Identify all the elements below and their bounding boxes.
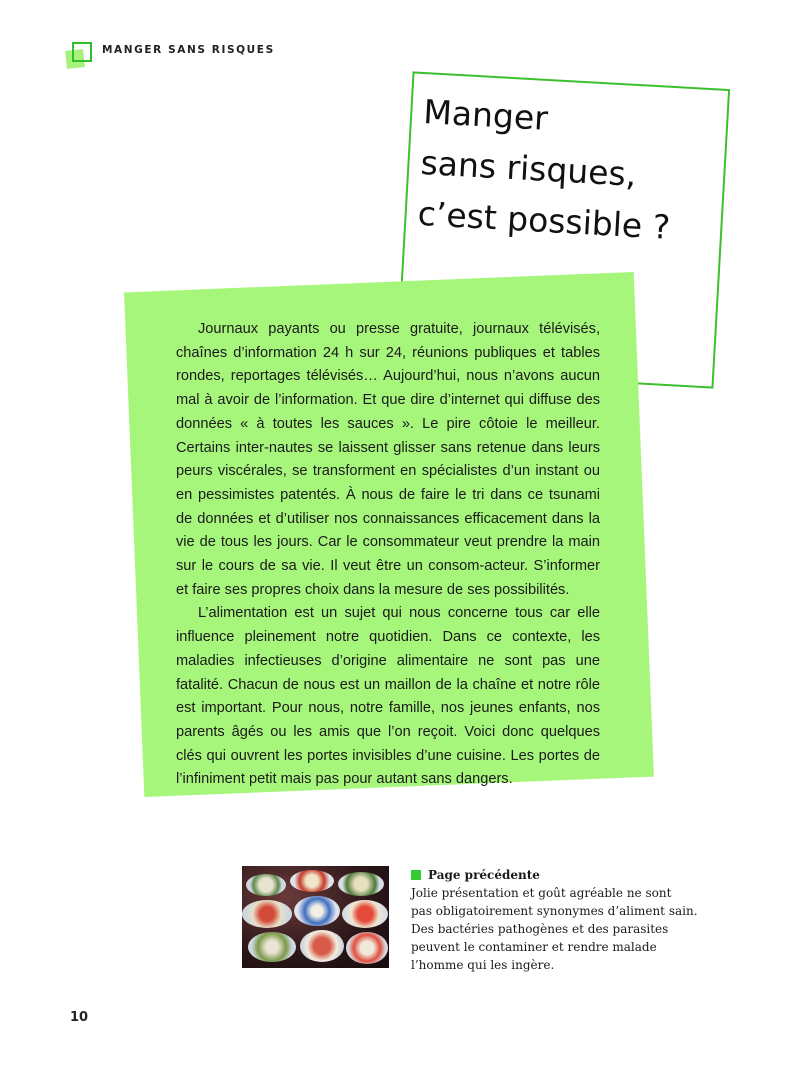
green-square-bullet-icon (411, 870, 421, 880)
caption-heading (411, 866, 711, 884)
intro-paragraph: Journaux payants ou presse gratuite, journaux télévisés, chaînes d’information 24 h sur 24, réunions publiques et tables rondes, reportages télévisés… Aujourd’hui, nous n’avons aucun mal à avoir de l’information. Et que dire d’internet qui diffuse des données « à toutes les sauces ». Le pire côtoie le meilleur. Certains inter-nautes se laissent glisser sans retenue dans leurs peurs viscérales, se transforment en spécialistes d’un instant ou en pessimistes patentés. À nous de faire le tri dans ce tsunami de données et d’utiliser nos connaissances efficacement dans la vie de tous les jours. Car le consommateur veut prendre la main sur le cours de sa vie. Il veut être un consom-acteur. S’informer et faire ses propres choix dans la mesure de ses possibilités. (176, 321, 600, 598)
buffet-food-photo (242, 866, 389, 968)
section-logo-square-icon (72, 42, 92, 62)
caption-heading-text: Page précédente (428, 868, 540, 882)
caption-line: Jolie présentation et goût agréable ne sont (411, 886, 672, 900)
chapter-title-line: c’est possible ? (416, 193, 672, 247)
intro-text (176, 318, 600, 792)
photo-caption (411, 866, 711, 974)
section-title: MANGER SANS RISQUES (102, 44, 275, 56)
chapter-title-line: Manger (422, 91, 549, 138)
caption-line: Des bactéries pathogènes et des parasites (411, 922, 669, 936)
page-number: 10 (70, 1010, 89, 1025)
chapter-title-line: sans risques, (419, 142, 638, 194)
caption-line: l’homme qui les ingère. (411, 958, 555, 972)
caption-line: peuvent le contaminer et rendre malade (411, 940, 657, 954)
caption-line: pas obligatoirement synonymes d’aliment sain. (411, 904, 698, 918)
intro-paragraph: L’alimentation est un sujet qui nous concerne tous car elle influence pleinement notre quotidien. Dans ce contexte, les maladies infectieuses d’origine alimentaire ne sont pas une fatalité. Chacun de nous est un maillon de la chaîne et notre rôle est important. Pour nous, notre famille, nos jeunes enfants, nos parents âgés ou les amis que l’on reçoit. Voici donc quelques clés qui ouvrent les portes invisibles d’une cuisine. Les portes de l’infiniment petit mais pas pour autant sans dangers. (176, 605, 600, 788)
chapter-title (416, 86, 724, 256)
